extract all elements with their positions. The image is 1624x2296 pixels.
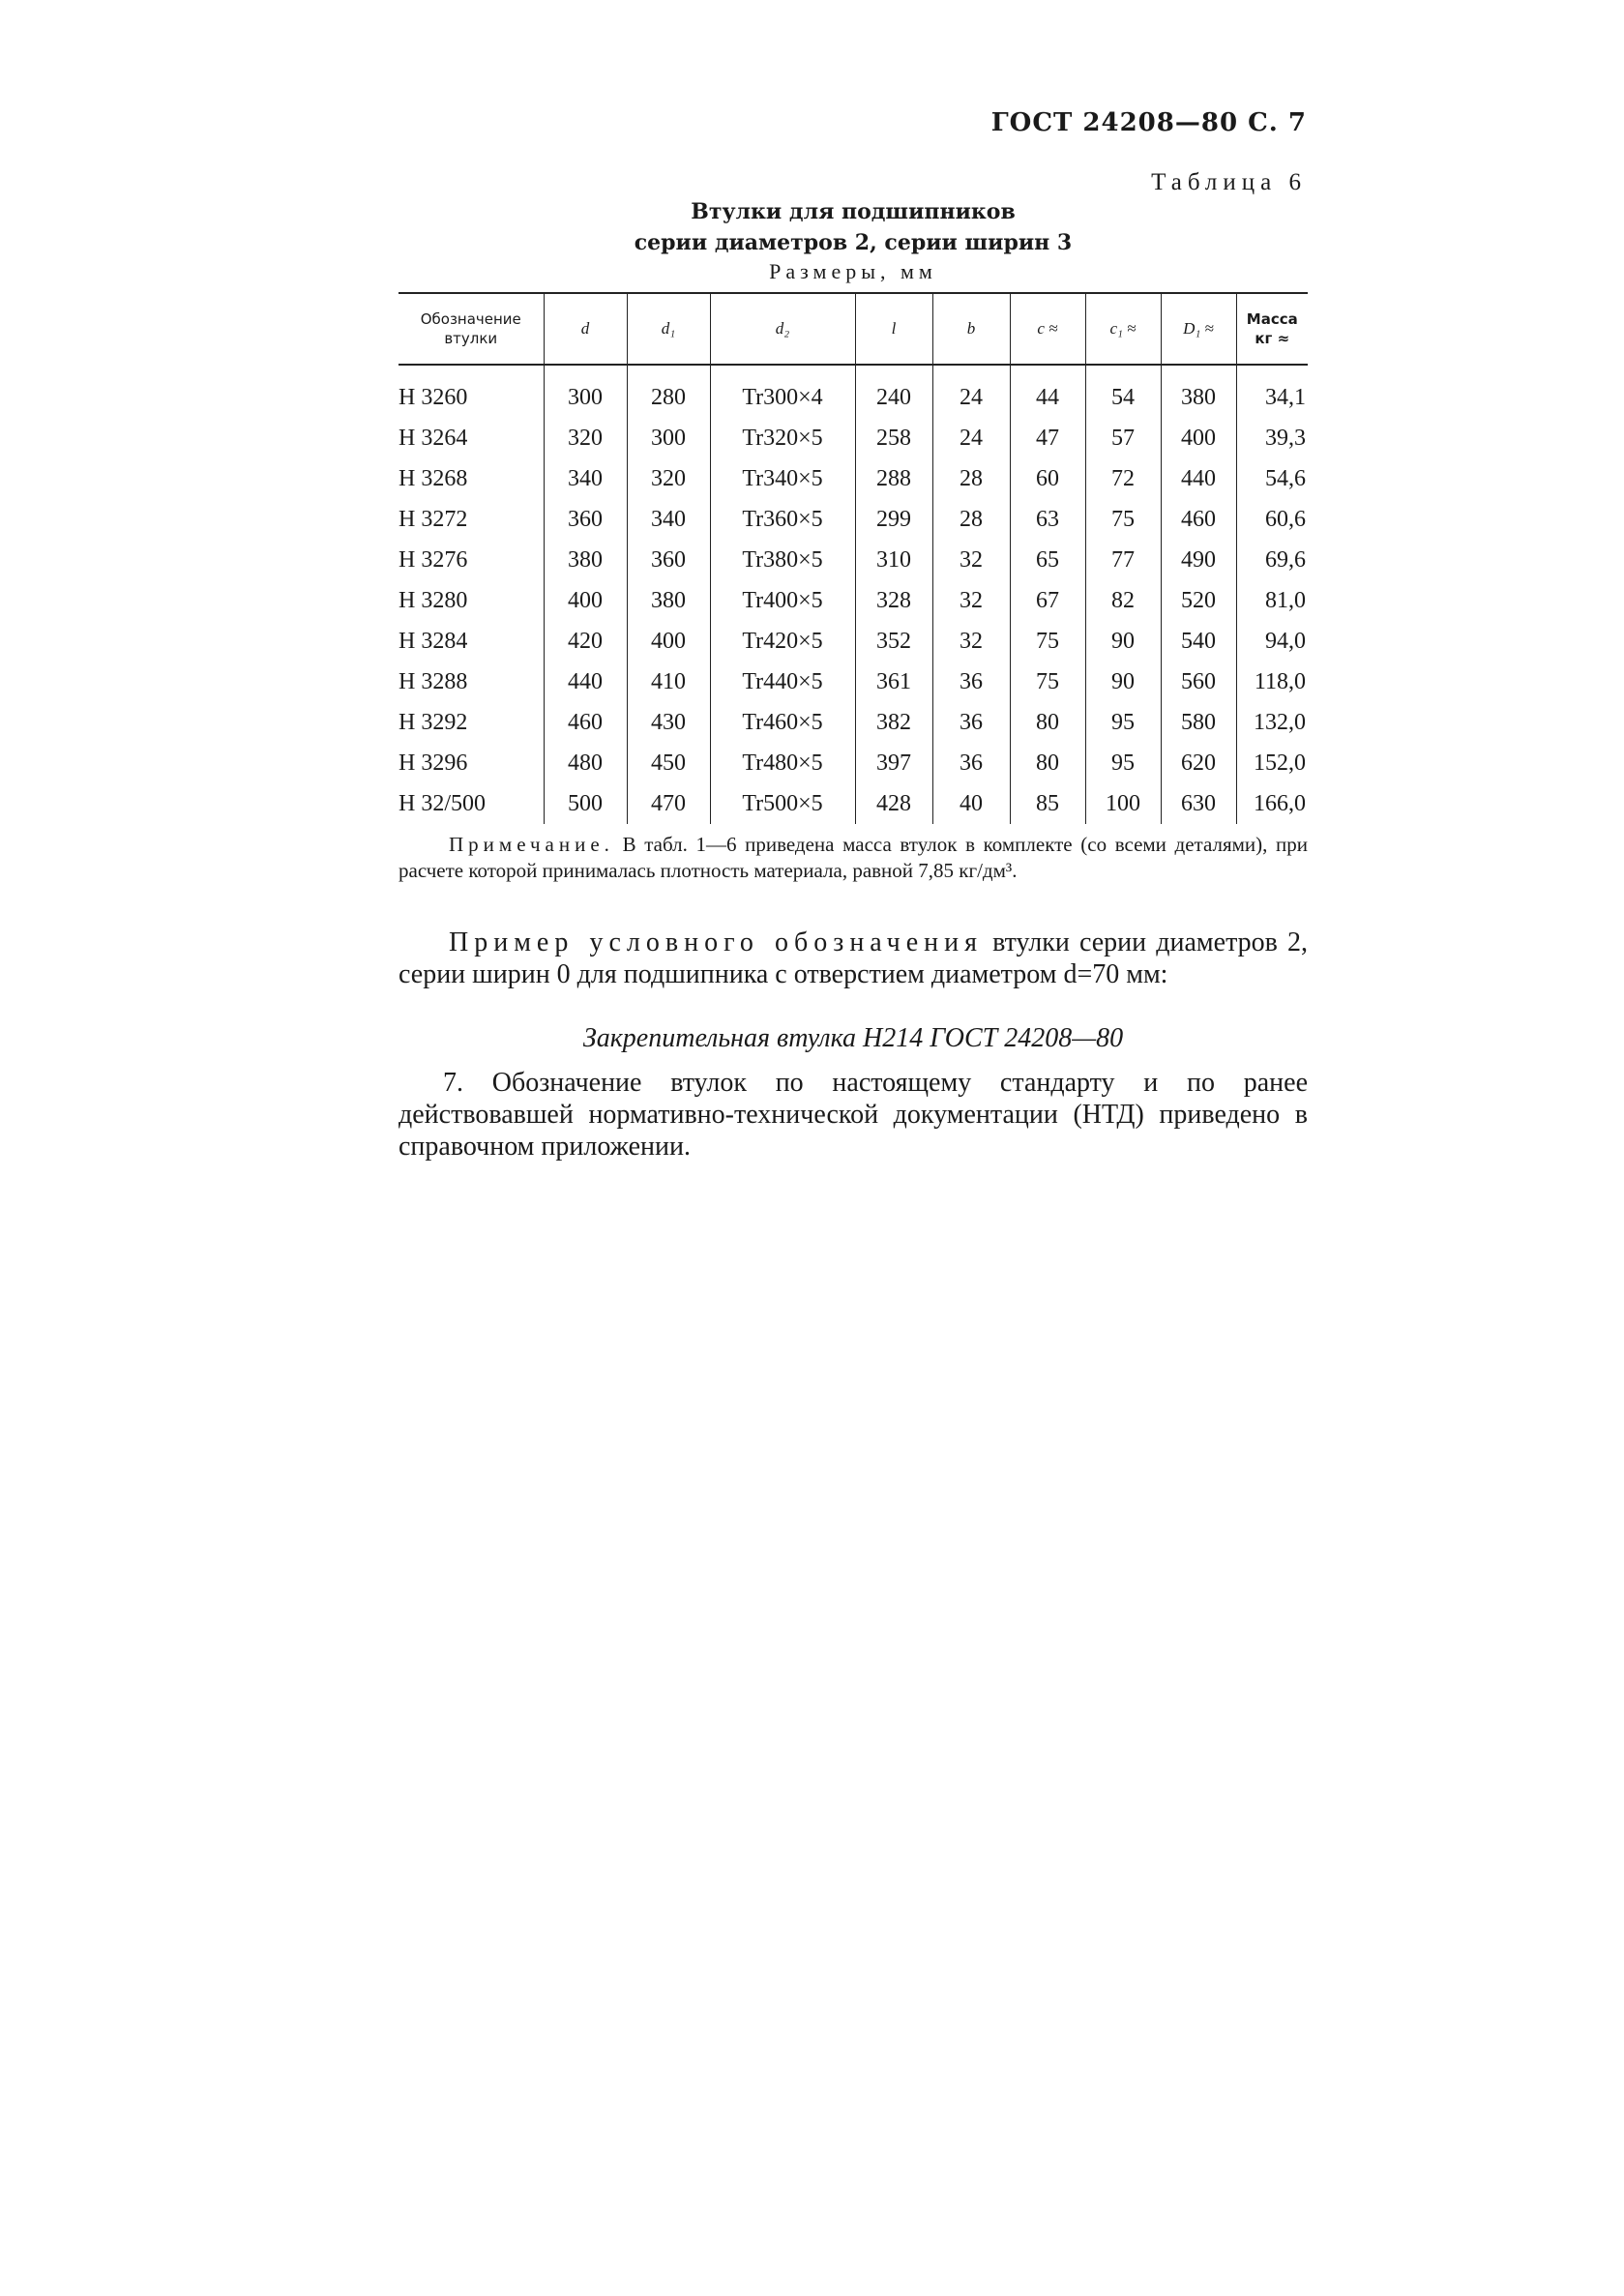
table-cell: Tr300×4 — [710, 365, 855, 418]
table-row — [399, 702, 1308, 743]
table-cell: 300 — [544, 365, 627, 418]
table-row — [399, 418, 1308, 458]
table-cell: 94,0 — [1236, 621, 1308, 662]
table-cell: 75 — [1085, 499, 1161, 540]
note-label: Примечание. — [449, 833, 614, 856]
table-cell: 288 — [855, 458, 932, 499]
table-cell: 410 — [627, 662, 710, 702]
table-cell: 490 — [1161, 540, 1236, 580]
table-cell: 258 — [855, 418, 932, 458]
table-title-line1: Втулки для подшипников — [691, 199, 1016, 224]
table-units: Размеры, мм — [769, 259, 937, 283]
table-cell: 32 — [932, 621, 1010, 662]
table-cell: 397 — [855, 743, 932, 783]
table-cell: 28 — [932, 499, 1010, 540]
table-cell: 430 — [627, 702, 710, 743]
col-header-l: l — [855, 293, 932, 365]
table-cell: 60,6 — [1236, 499, 1308, 540]
table-cell: 630 — [1161, 783, 1236, 824]
table-cell: 450 — [627, 743, 710, 783]
table-cell: 300 — [627, 418, 710, 458]
table-cell: Tr500×5 — [710, 783, 855, 824]
table-cell: 320 — [544, 418, 627, 458]
table-row — [399, 783, 1308, 824]
table-row — [399, 621, 1308, 662]
table-cell: Н 3288 — [399, 668, 468, 694]
table-cell: 32 — [932, 540, 1010, 580]
table-cell: 82 — [1085, 580, 1161, 621]
table-cell: 75 — [1010, 662, 1085, 702]
table-cell: 520 — [1161, 580, 1236, 621]
designation-example: Закрепительная втулка Н214 ГОСТ 24208—80 — [582, 1023, 1124, 1053]
page-header: ГОСТ 24208—80 С. 7 — [990, 108, 1307, 137]
table-cell: 24 — [932, 365, 1010, 418]
table-cell: 28 — [932, 458, 1010, 499]
table-row — [399, 662, 1308, 702]
table-cell: 47 — [1010, 418, 1085, 458]
table-cell: Tr440×5 — [710, 662, 855, 702]
col-header-d1: d₁ — [627, 293, 710, 365]
table-header-row — [399, 293, 1308, 365]
col-header-d: d — [544, 293, 627, 365]
table-cell: 470 — [627, 783, 710, 824]
table-cell: Н 3272 — [399, 506, 468, 532]
table-number-label: Таблица 6 — [1151, 169, 1307, 195]
table-cell: 328 — [855, 580, 932, 621]
table-cell: 440 — [1161, 458, 1236, 499]
table-cell: 620 — [1161, 743, 1236, 783]
table-cell: 72 — [1085, 458, 1161, 499]
table-cell: Н 3296 — [399, 750, 468, 776]
table-cell: Tr360×5 — [710, 499, 855, 540]
table-cell: 580 — [1161, 702, 1236, 743]
table-cell: 80 — [1010, 743, 1085, 783]
col-header-c: c ≈ — [1010, 293, 1085, 365]
table-cell: 54 — [1085, 365, 1161, 418]
table-cell: 400 — [627, 621, 710, 662]
col-header-b: b — [932, 293, 1010, 365]
table-cell: 428 — [855, 783, 932, 824]
table-cell: 420 — [544, 621, 627, 662]
table-cell: 240 — [855, 365, 932, 418]
table-cell: Tr380×5 — [710, 540, 855, 580]
table-cell: Н 3260 — [399, 384, 468, 410]
table-cell: 32 — [932, 580, 1010, 621]
table-cell: 166,0 — [1236, 783, 1308, 824]
table-cell: 36 — [932, 662, 1010, 702]
table-row — [399, 458, 1308, 499]
table-row — [399, 365, 1308, 418]
table-cell: 69,6 — [1236, 540, 1308, 580]
table-note — [399, 832, 1308, 884]
table-cell: 54,6 — [1236, 458, 1308, 499]
table-cell: 100 — [1085, 783, 1161, 824]
table-cell: 380 — [1161, 365, 1236, 418]
table-cell: 380 — [627, 580, 710, 621]
table-cell: 75 — [1010, 621, 1085, 662]
table-cell: 24 — [932, 418, 1010, 458]
table-cell: 460 — [1161, 499, 1236, 540]
table-cell: 540 — [1161, 621, 1236, 662]
paragraph-7: 7. Обозначение втулок по настоящему стандарту и по ранее действовавшей нормативно-технической документации (НТД) приведено в справочном приложении. — [399, 1068, 1308, 1162]
table-cell: 44 — [1010, 365, 1085, 418]
table-cell: 352 — [855, 621, 932, 662]
table-cell: 81,0 — [1236, 580, 1308, 621]
table-cell: 90 — [1085, 662, 1161, 702]
table-cell: Н 3284 — [399, 628, 468, 654]
table-cell: 36 — [932, 743, 1010, 783]
table-cell: Tr400×5 — [710, 580, 855, 621]
table-cell: 118,0 — [1236, 662, 1308, 702]
table-cell: 60 — [1010, 458, 1085, 499]
table-cell: 360 — [544, 499, 627, 540]
table-cell: 36 — [932, 702, 1010, 743]
example-paragraph — [399, 927, 1308, 990]
table-cell: 340 — [544, 458, 627, 499]
table-cell: 80 — [1010, 702, 1085, 743]
table-cell: Tr340×5 — [710, 458, 855, 499]
col-header-c1: c₁ ≈ — [1085, 293, 1161, 365]
table-cell: 57 — [1085, 418, 1161, 458]
table-cell: 95 — [1085, 743, 1161, 783]
table-cell: 460 — [544, 702, 627, 743]
table-cell: 500 — [544, 783, 627, 824]
table-row — [399, 499, 1308, 540]
table-cell: 400 — [1161, 418, 1236, 458]
table-cell: Н 3264 — [399, 425, 468, 451]
table-cell: 310 — [855, 540, 932, 580]
table-title-line2: серии диаметров 2, серии ширин 3 — [634, 230, 1073, 255]
table-cell: 380 — [544, 540, 627, 580]
col-header-designation: Обозначение втулки — [399, 293, 544, 365]
table-cell: Н 3268 — [399, 465, 468, 491]
table-cell: 39,3 — [1236, 418, 1308, 458]
table-cell: Tr420×5 — [710, 621, 855, 662]
table-cell: 299 — [855, 499, 932, 540]
table-cell: 320 — [627, 458, 710, 499]
example-text: втулки серии диаметров 2, серии ширин 0 для подшипника с отверстием диаметром d=70 мм: — [399, 927, 1308, 989]
table-cell: Tr460×5 — [710, 702, 855, 743]
note-text: В табл. 1—6 приведена масса втулок в комплекте (со всеми деталями), при расчете которой принималась плотность материала, равной 7,85 кг/дм³. — [399, 833, 1308, 882]
table-cell: Tr320×5 — [710, 418, 855, 458]
col-header-d2: d₂ — [710, 293, 855, 365]
table-cell: 67 — [1010, 580, 1085, 621]
table-row — [399, 743, 1308, 783]
example-lead: Пример условного обозначения — [449, 927, 983, 957]
table-cell: 440 — [544, 662, 627, 702]
table-cell: 90 — [1085, 621, 1161, 662]
table-cell: Н 3280 — [399, 587, 468, 613]
table-cell: 34,1 — [1236, 365, 1308, 418]
table-cell: 152,0 — [1236, 743, 1308, 783]
col-header-D1: D₁ ≈ — [1161, 293, 1236, 365]
table-cell: 382 — [855, 702, 932, 743]
table-cell: 40 — [932, 783, 1010, 824]
table-cell: 400 — [544, 580, 627, 621]
table-cell: Н 3292 — [399, 709, 468, 735]
table-cell: 132,0 — [1236, 702, 1308, 743]
table-cell: Tr480×5 — [710, 743, 855, 783]
table-cell: 361 — [855, 662, 932, 702]
table-cell: 480 — [544, 743, 627, 783]
table-row — [399, 540, 1308, 580]
table-cell: 280 — [627, 365, 710, 418]
table-cell: 85 — [1010, 783, 1085, 824]
table-row — [399, 580, 1308, 621]
table-cell: 560 — [1161, 662, 1236, 702]
table-cell: 77 — [1085, 540, 1161, 580]
table-cell: 340 — [627, 499, 710, 540]
table-cell: Н 32/500 — [399, 790, 486, 816]
table-cell: 65 — [1010, 540, 1085, 580]
table-cell: 63 — [1010, 499, 1085, 540]
table-cell: 95 — [1085, 702, 1161, 743]
table-cell: Н 3276 — [399, 546, 468, 573]
table-cell: 360 — [627, 540, 710, 580]
col-header-mass: Масса кг ≈ — [1236, 293, 1308, 365]
bushings-table — [399, 292, 1308, 824]
